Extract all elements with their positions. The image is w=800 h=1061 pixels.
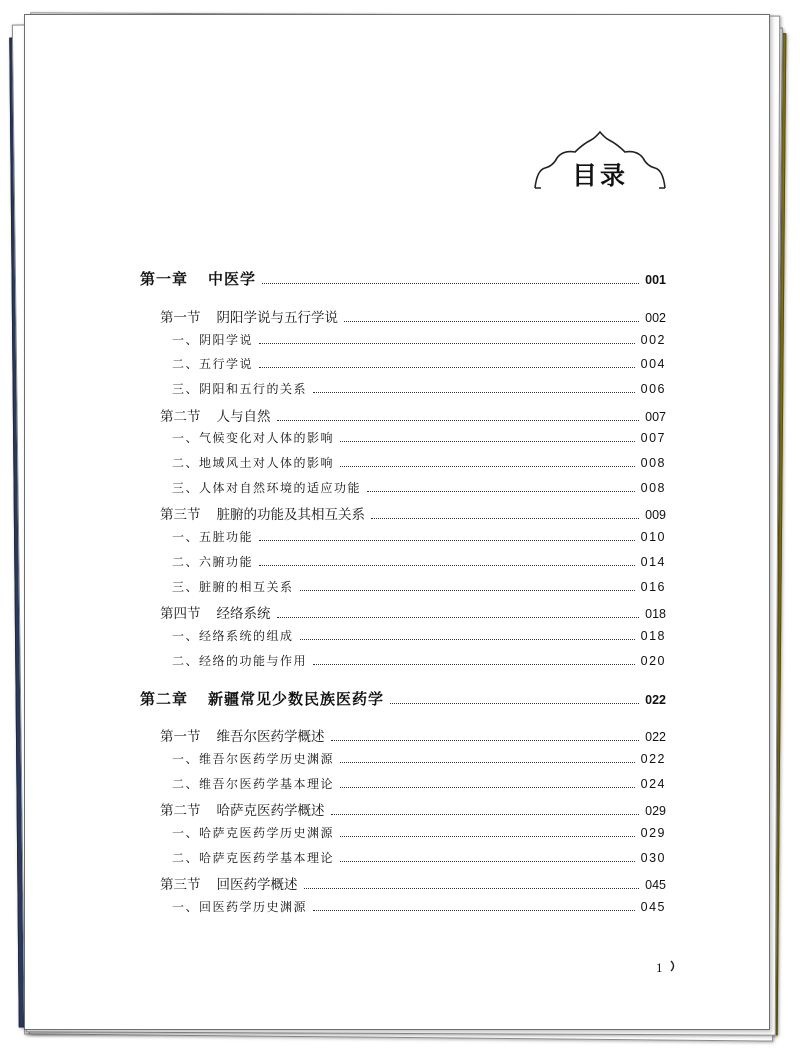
subsection-title: 二、经络的功能与作用: [172, 654, 308, 668]
subsection-entry[interactable]: [172, 355, 666, 372]
page-ref: 008: [640, 481, 666, 495]
chapter-title: 新疆常见少数民族医药学: [208, 690, 385, 708]
page-ref: 014: [640, 555, 666, 569]
page-ref: 002: [645, 311, 666, 325]
section-title: 维吾尔医药学概述: [216, 729, 325, 745]
subsection-title: 三、阴阳和五行的关系: [172, 382, 308, 396]
dot-leader: [340, 787, 635, 788]
section-entry[interactable]: [160, 306, 666, 326]
chapter-entry[interactable]: [140, 688, 666, 709]
subsection-entry[interactable]: [172, 578, 666, 595]
subsection-entry[interactable]: [172, 627, 666, 644]
subsection-entry[interactable]: [172, 331, 666, 348]
page-ref: 029: [645, 804, 666, 818]
subsection-entry[interactable]: [172, 429, 666, 446]
dot-leader: [367, 491, 635, 492]
dot-leader: [390, 703, 639, 704]
subsection-title: 二、六腑功能: [172, 555, 254, 569]
subsection-entry[interactable]: [172, 479, 666, 496]
subsection-entry[interactable]: [172, 553, 666, 570]
section-number: 第一节: [160, 310, 201, 326]
dot-leader: [313, 392, 635, 393]
section-number: 第三节: [160, 507, 201, 523]
dot-leader: [277, 420, 640, 421]
chapter-number: 第二章: [140, 690, 189, 708]
subsection-entry[interactable]: [172, 380, 666, 397]
subsection-entry[interactable]: [172, 652, 666, 669]
page-ref: 007: [640, 431, 666, 445]
half-circle-icon: [669, 960, 677, 972]
subsection-entry[interactable]: [172, 528, 666, 545]
section-entry[interactable]: [160, 873, 666, 893]
subsection-entry[interactable]: [172, 824, 666, 841]
page-ref: 006: [640, 382, 666, 396]
subsection-entry[interactable]: [172, 898, 666, 915]
page-ref: 010: [640, 530, 666, 544]
page-number-value: 1: [656, 960, 663, 975]
subsection-entry[interactable]: [172, 775, 666, 792]
dot-leader: [331, 814, 640, 815]
dot-leader: [259, 540, 635, 541]
dot-leader: [340, 441, 635, 442]
section-number: 第一节: [160, 729, 201, 745]
subsection-title: 一、经络系统的组成: [172, 629, 294, 643]
page-ref: 002: [640, 333, 666, 347]
section-entry[interactable]: [160, 503, 666, 523]
dot-leader: [300, 639, 635, 640]
dot-leader: [262, 283, 639, 284]
page-ref: 018: [645, 607, 666, 621]
dot-leader: [340, 762, 635, 763]
subsection-title: 一、阴阳学说: [172, 333, 254, 347]
subsection-entry[interactable]: [172, 849, 666, 866]
subsection-title: 一、五脏功能: [172, 530, 254, 544]
section-title: 哈萨克医药学概述: [216, 803, 325, 819]
subsection-title: 一、哈萨克医药学历史渊源: [172, 826, 335, 840]
subsection-title: 一、回医药学历史渊源: [172, 900, 308, 914]
page-ref: 022: [645, 693, 666, 707]
page-ref: 022: [645, 730, 666, 744]
dot-leader: [371, 518, 639, 519]
page-ref: 016: [640, 580, 666, 594]
dot-leader: [259, 343, 635, 344]
chapter-entry[interactable]: [140, 268, 666, 289]
page-ref: 020: [640, 654, 666, 668]
dot-leader: [340, 861, 635, 862]
page-ref: 030: [640, 851, 666, 865]
page-ref: 022: [640, 752, 666, 766]
page-ref: 008: [640, 456, 666, 470]
subsection-title: 二、地域风土对人体的影响: [172, 456, 335, 470]
page-number: [656, 960, 677, 976]
subsection-title: 二、五行学说: [172, 357, 254, 371]
page-ref: 004: [640, 357, 666, 371]
page-ref: 007: [645, 410, 666, 424]
section-number: 第二节: [160, 803, 201, 819]
page-ref: 045: [645, 878, 666, 892]
dot-leader: [313, 664, 635, 665]
page-ref: 018: [640, 629, 666, 643]
section-title: 回医药学概述: [216, 877, 298, 893]
section-title: 人与自然: [216, 409, 271, 425]
page-ref: 029: [640, 826, 666, 840]
subsection-title: 一、气候变化对人体的影响: [172, 431, 335, 445]
section-number: 第四节: [160, 606, 201, 622]
subsection-title: 三、脏腑的相互关系: [172, 580, 294, 594]
page-ref: 024: [640, 777, 666, 791]
page-ref: 045: [640, 900, 666, 914]
subsection-title: 三、人体对自然环境的适应功能: [172, 481, 362, 495]
page-ref: 001: [645, 273, 666, 287]
dot-leader: [259, 565, 635, 566]
subsection-entry[interactable]: [172, 454, 666, 471]
dot-leader: [300, 590, 635, 591]
subsection-title: 二、维吾尔医药学基本理论: [172, 777, 335, 791]
dot-leader: [259, 367, 635, 368]
page-ref: 009: [645, 508, 666, 522]
subsection-entry[interactable]: [172, 750, 666, 767]
section-title: 阴阳学说与五行学说: [216, 310, 338, 326]
dot-leader: [277, 617, 640, 618]
chapter-number: 第一章: [140, 270, 189, 288]
dot-leader: [340, 836, 635, 837]
section-number: 第二节: [160, 409, 201, 425]
section-title: 脏腑的功能及其相互关系: [216, 507, 365, 523]
dot-leader: [313, 910, 635, 911]
subsection-title: 一、维吾尔医药学历史渊源: [172, 752, 335, 766]
dot-leader: [331, 740, 640, 741]
chapter-title: 中医学: [208, 270, 257, 288]
subsection-title: 二、哈萨克医药学基本理论: [172, 851, 335, 865]
dot-leader: [304, 888, 640, 889]
section-entry[interactable]: [160, 799, 666, 819]
section-number: 第三节: [160, 877, 201, 893]
dot-leader: [340, 466, 635, 467]
section-entry[interactable]: [160, 725, 666, 745]
dot-leader: [344, 321, 639, 322]
section-title: 经络系统: [216, 606, 271, 622]
toc-title: 目录: [571, 161, 628, 190]
section-entry[interactable]: [160, 602, 666, 622]
section-entry[interactable]: [160, 405, 666, 425]
